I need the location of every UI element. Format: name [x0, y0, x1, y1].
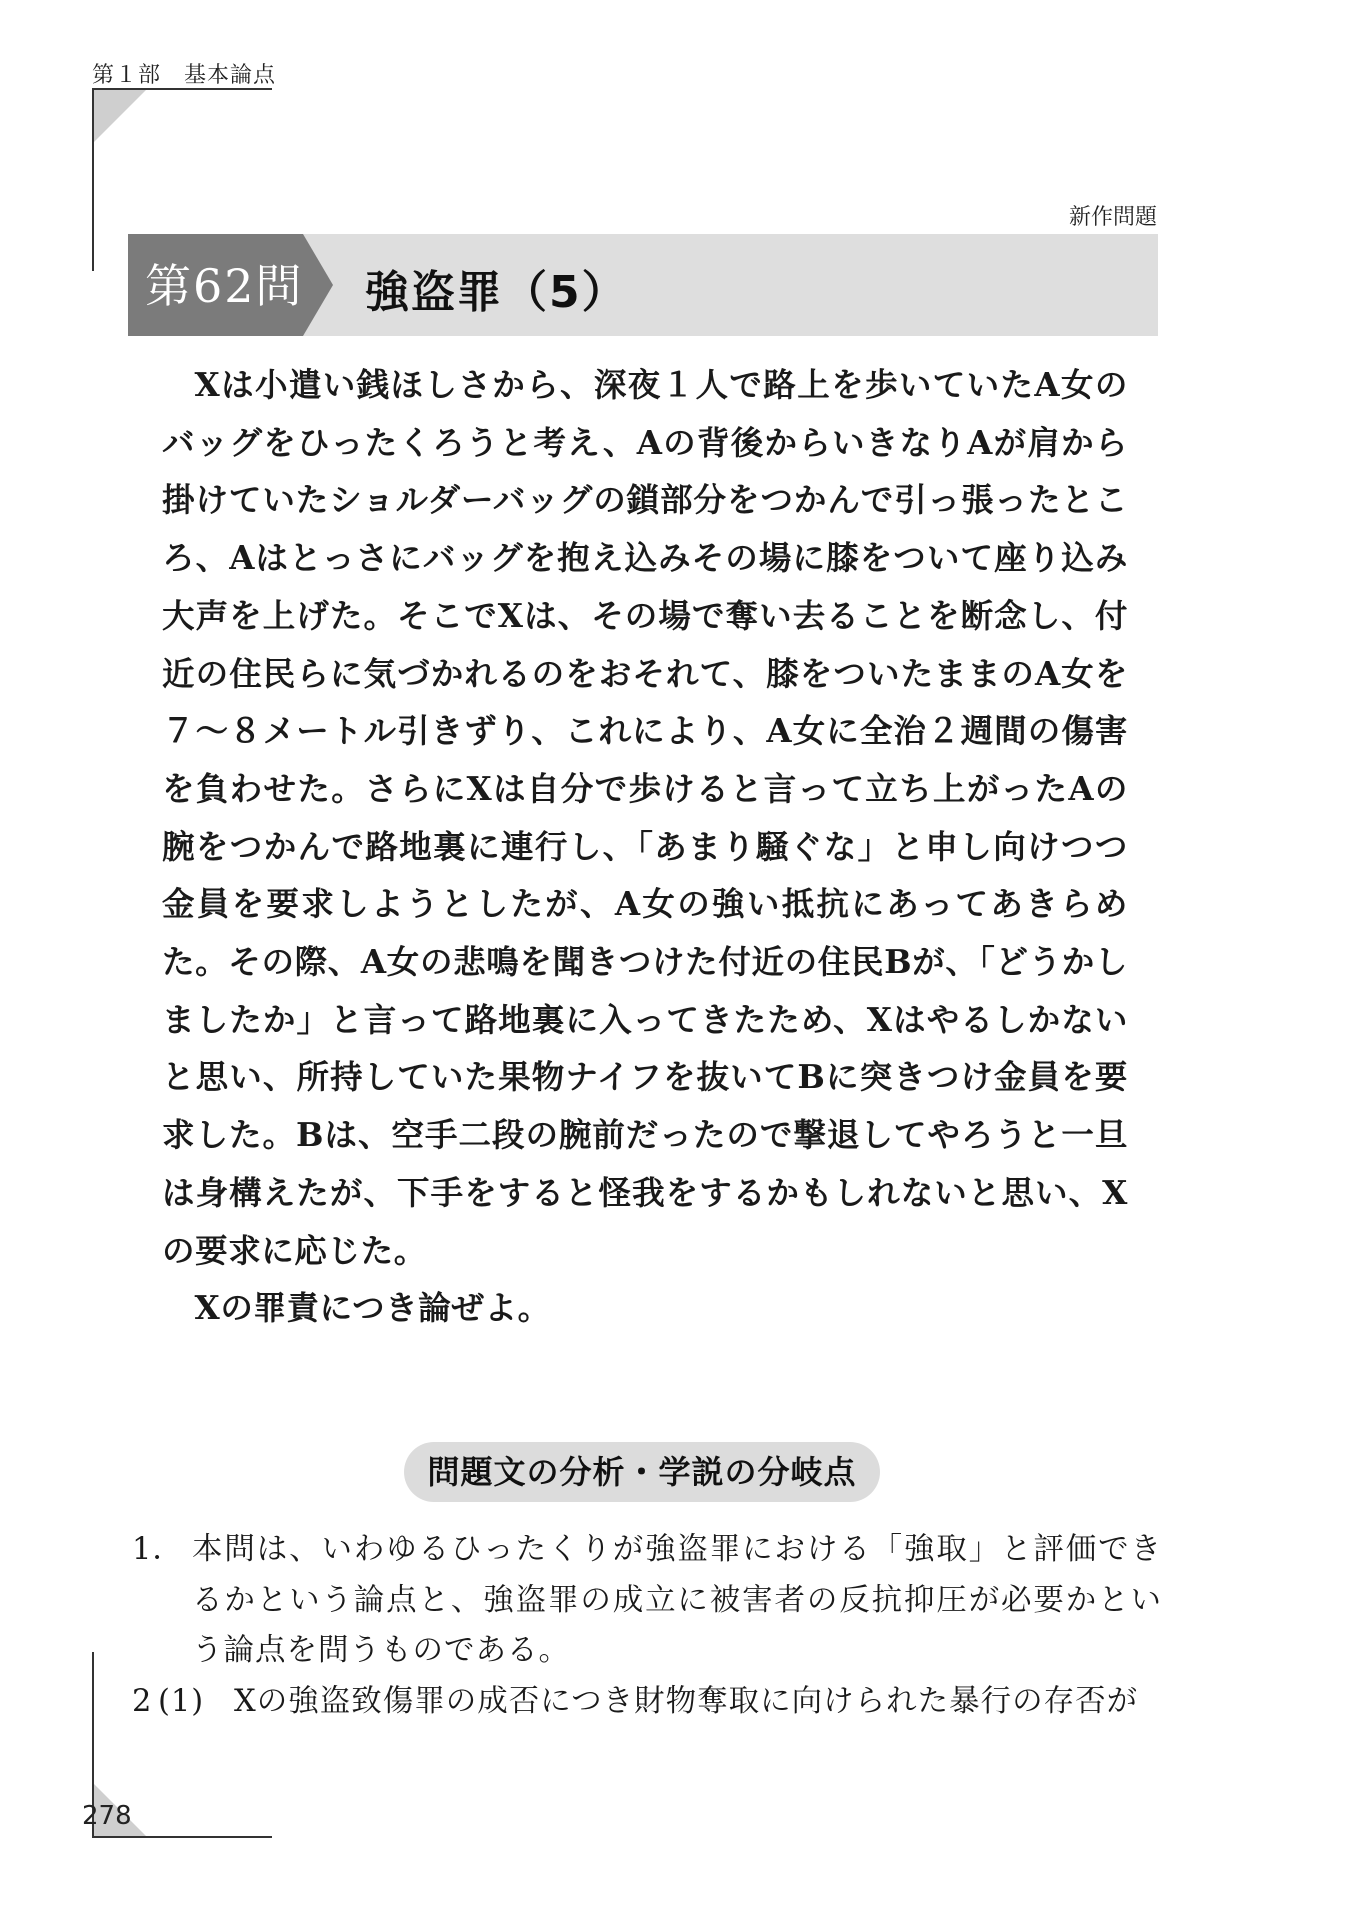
analysis-item-text: Xの強盗致傷罪の成否につき財物奪取に向けられた暴行の存否が: [234, 1683, 1139, 1719]
footer-rule: [92, 1836, 272, 1838]
problem-instruction: Xの罪責につき論ぜよ。: [194, 1288, 551, 1328]
corner-triangle-top: [94, 90, 146, 142]
analysis-item: [132, 1525, 1162, 1677]
problem-paragraph: Xは小遣い銭ほしさから、深夜１人で路上を歩いていたA女のバッグをひったくろうと考え、Aの背後からいきなりAが肩から掛けていたショルダーバッグの鎖部分をつかんで引っ張ったところ、Aはとっさにバッグを抱え込みその場に膝をついて座り込み大声を上げた。そこでXは、その場で奪い去ることを断念し、付近の住民らに気づかれるのをおそれて、膝をついたままのA女を７～８メートル引きずり、これにより、A女に全治２週間の傷害を負わせた。さらにXは自分で歩けると言って立ち上がったAの腕をつかんで路地裏に連行し、「あまり騒ぐな」と申し向けつつ金員を要求しようとしたが、A女の強い抵抗にあってあきらめた。その際、A女の悲鳴を聞きつけた付近の住民Bが、「どうかしましたか」と言って路地裏に入ってきたため、Xはやるしかないと思い、所持していた果物ナイフを抜いてBに突きつけ金員を要求した。Bは、空手二段の腕前だったので撃退してやろうと一旦は身構えたが、下手をすると怪我をするかもしれないと思い、Xの要求に応じた。: [162, 365, 1128, 1270]
running-head: 第１部 基本論点: [92, 63, 277, 88]
page-number: 278: [82, 1801, 132, 1831]
section-heading: 問題文の分析・学説の分岐点: [427, 1453, 857, 1491]
analysis-item: [132, 1677, 1162, 1728]
question-title: 強盗罪（5）: [365, 267, 628, 318]
source-label: 新作問題: [1068, 205, 1157, 230]
analysis-list: [132, 1525, 1162, 1727]
analysis-item-number: 2: [132, 1683, 153, 1719]
question-number: 第62問: [145, 259, 304, 313]
analysis-item-number: 1．: [132, 1532, 184, 1567]
analysis-item-subnumber: (1): [158, 1683, 205, 1719]
analysis-item-text: 本問は、いわゆるひったくりが強盗罪における「強取」と評価できるかという論点と、強盗罪の成立に被害者の反抗抑圧が必要かという論点を問うものである。: [192, 1532, 1162, 1668]
problem-statement: [162, 356, 1128, 1337]
